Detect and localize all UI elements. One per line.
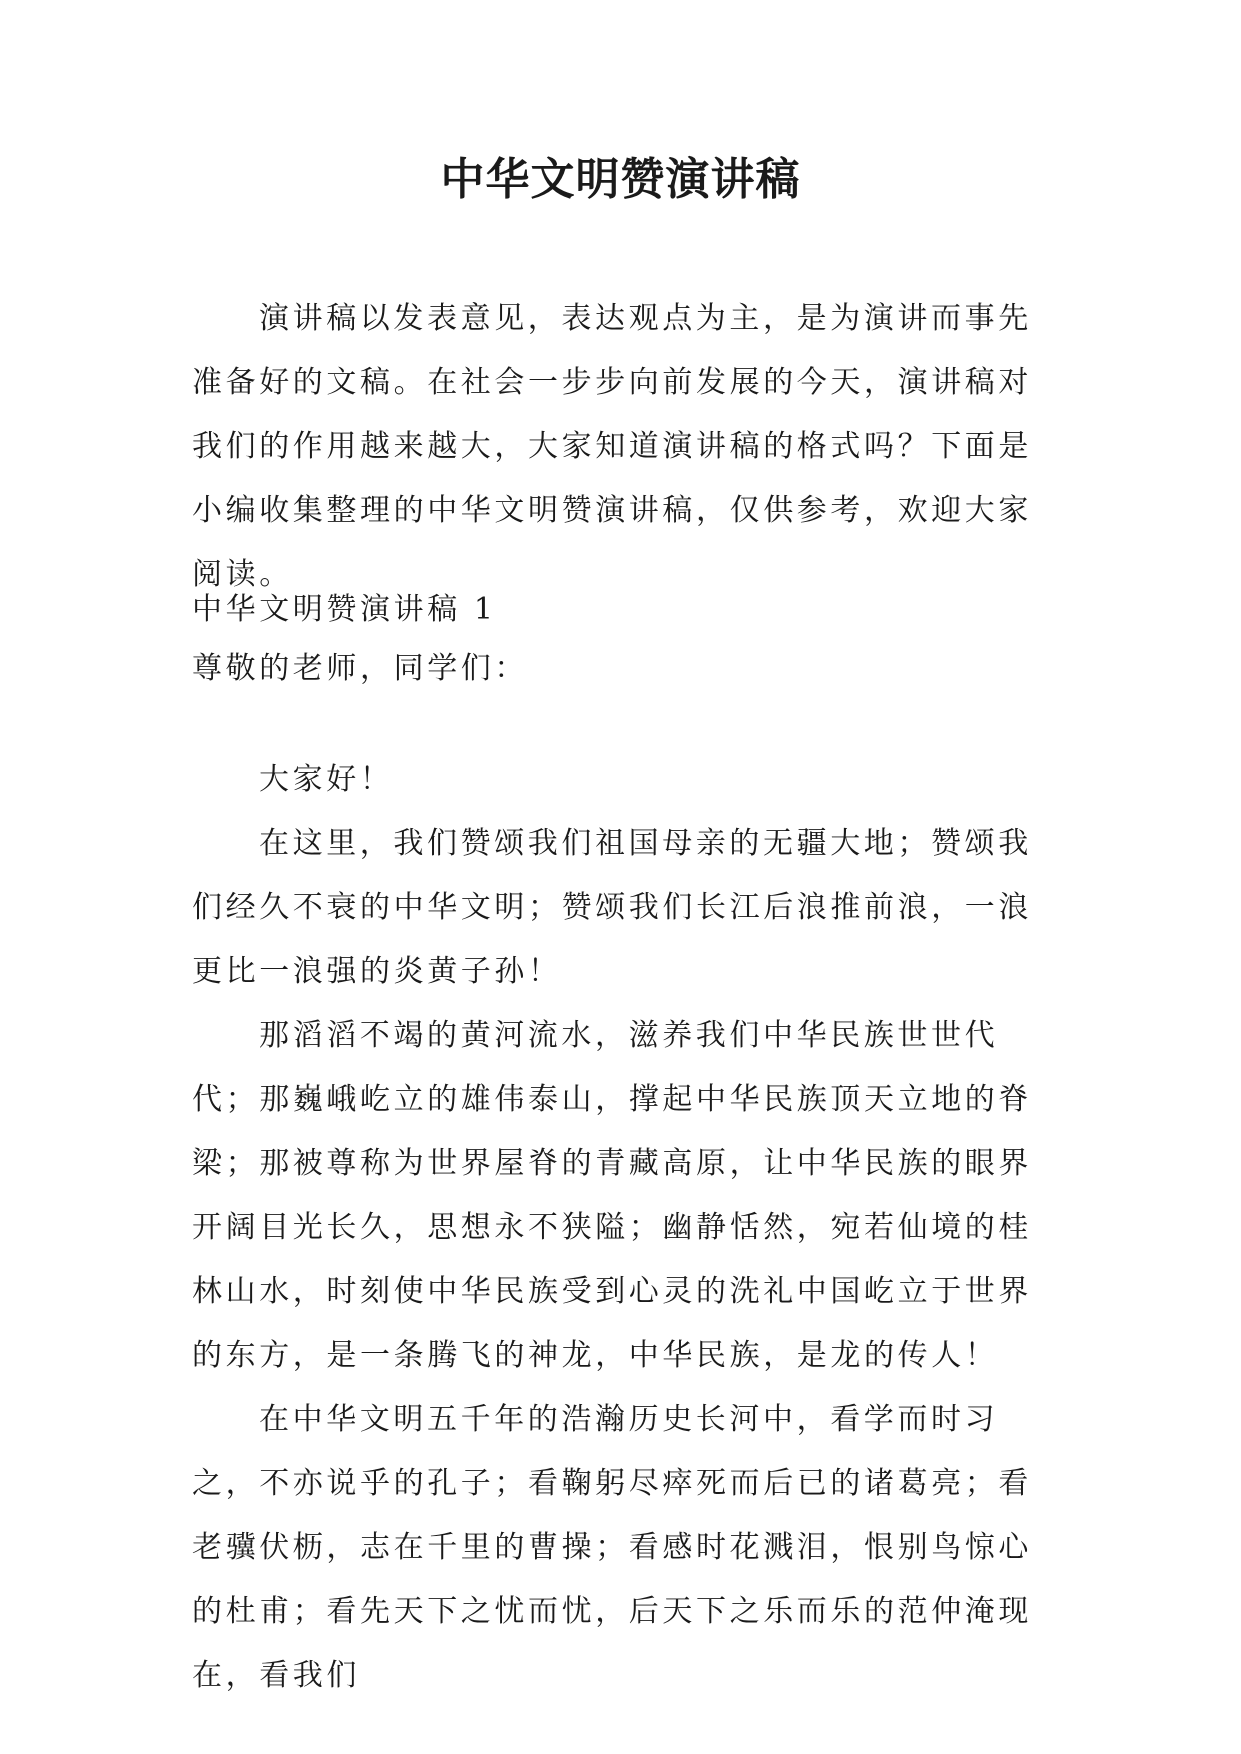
speech-paragraph: 那滔滔不竭的黄河流水，滋养我们中华民族世世代代；那巍峨屹立的雄伟泰山，撑起中华民族顶天立地的脊梁；那被尊称为世界屋脊的青藏高原，让中华民族的眼界开阔目光长久，思想永不狭隘；幽静恬然，宛若仙境的桂林山水，时刻使中华民族受到心灵的洗礼中国屹立于世界的东方，是一条腾飞的神龙，中华民族，是龙的传人！: [192, 1018, 1032, 1373]
intro-section: [192, 287, 1052, 607]
speech-paragraph: 大家好！: [259, 762, 394, 797]
salutation: 尊敬的老师，同学们：: [192, 651, 528, 686]
section-heading: 中华文明赞演讲稿 1: [192, 592, 497, 627]
document-title: 中华文明赞演讲稿: [440, 154, 801, 205]
intro-paragraph: 演讲稿以发表意见，表达观点为主，是为演讲而事先准备好的文稿。在社会一步步向前发展的今天，演讲稿对我们的作用越来越大，大家知道演讲稿的格式吗？下面是小编收集整理的中华文明赞演讲稿，仅供参考，欢迎大家阅读。: [192, 301, 1032, 592]
speech-paragraph: 在中华文明五千年的浩瀚历史长河中，看学而时习之，不亦说乎的孔子；看鞠躬尽瘁死而后已的诸葛亮；看老骥伏枥，志在千里的曹操；看感时花溅泪，恨别鸟惊心的杜甫；看先天下之忧而忧，后天下之乐而乐的范仲淹现在，看我们: [192, 1402, 1032, 1693]
speech-heading-block: [192, 580, 1052, 698]
speech-body: [192, 748, 1052, 1708]
speech-paragraph: 在这里，我们赞颂我们祖国母亲的无疆大地；赞颂我们经久不衰的中华文明；赞颂我们长江后浪推前浪，一浪更比一浪强的炎黄子孙！: [192, 826, 1032, 989]
